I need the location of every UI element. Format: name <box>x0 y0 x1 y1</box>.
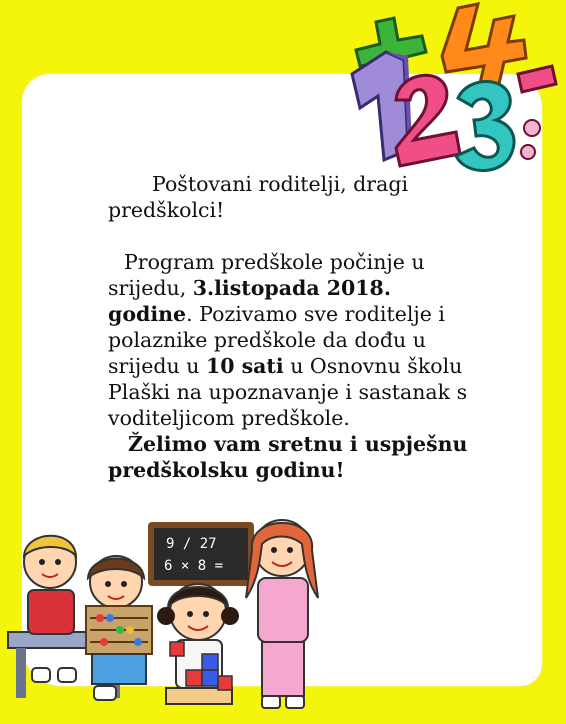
girl-with-abacus-icon <box>86 556 152 700</box>
program-text-end: . <box>186 302 193 326</box>
program-text-start: Program predškole počinje u srijedu, <box>108 250 425 300</box>
program-date: 3.listopada 2018. godine <box>108 276 391 326</box>
meeting-time: 10 sati <box>205 354 284 378</box>
girl-right-icon <box>246 520 318 708</box>
children-illustration <box>0 500 336 724</box>
greeting-paragraph <box>108 171 478 223</box>
boy-left-icon <box>24 536 76 682</box>
number-four-icon <box>442 4 526 92</box>
paragraph-gap <box>108 223 478 249</box>
invitation-text-end: u Osnovnu školu Plaški na upoznavanje i sastanak s voditeljicom predškole. <box>108 354 468 430</box>
minus-sign-icon <box>518 66 556 92</box>
number-three-icon <box>456 82 514 171</box>
colon-dots-icon <box>521 120 540 159</box>
closing-wish: Želimo vam sretnu i uspješnu predškolsku godinu! <box>108 432 468 482</box>
invitation-text-start: Pozivamo sve roditelje i polaznike predškole da dođu u srijedu u <box>108 302 445 378</box>
greeting-text: Poštovani roditelji, dragi predškolci! <box>108 172 408 222</box>
chalkboard-line-2: 6 × 8 = <box>164 558 224 574</box>
program-paragraph <box>108 249 478 431</box>
chalkboard-icon <box>148 522 254 586</box>
closing-paragraph <box>108 431 478 483</box>
letter-text <box>108 171 478 483</box>
chalkboard-line-1: 9 / 27 <box>166 536 217 552</box>
